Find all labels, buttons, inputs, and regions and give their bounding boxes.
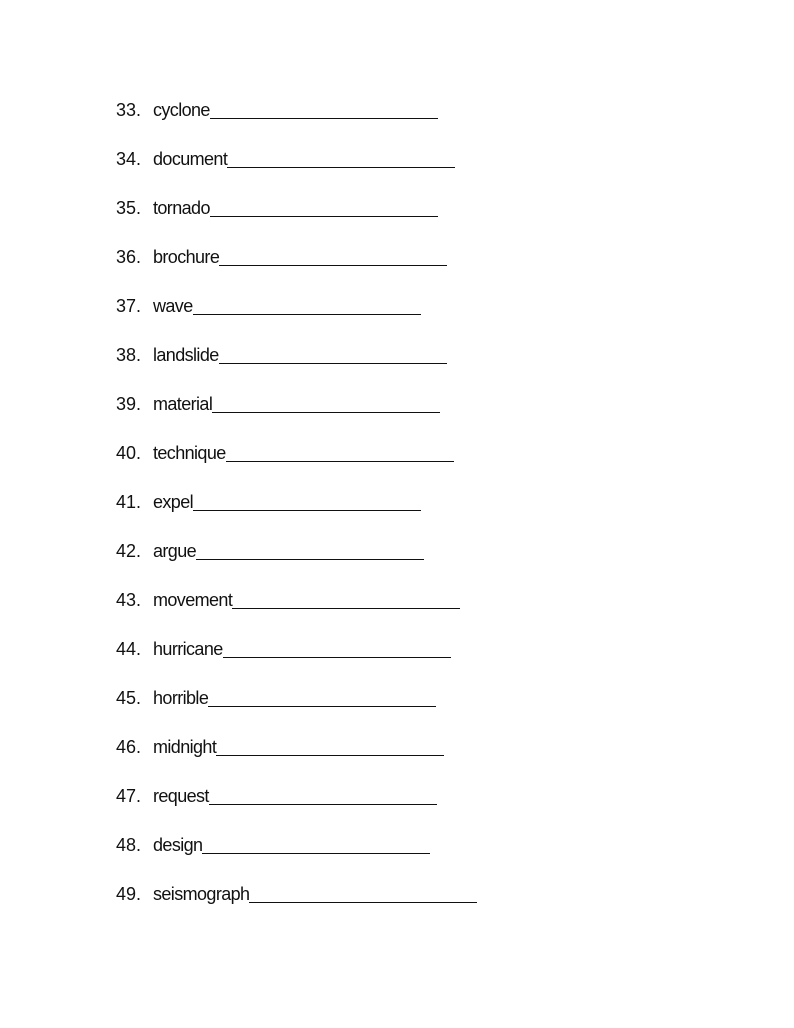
term-row (153, 733, 444, 761)
list-item (0, 488, 794, 537)
term-row (153, 341, 447, 369)
term-row (153, 537, 424, 565)
list-item (0, 880, 794, 929)
answer-blank[interactable] (226, 461, 454, 462)
vocabulary-term: wave (153, 296, 193, 316)
vocabulary-term: technique (153, 443, 226, 463)
item-number: 39. (116, 394, 142, 414)
item-number: 35. (116, 198, 142, 218)
list-item (0, 390, 794, 439)
item-number: 34. (116, 149, 142, 169)
term-row (153, 439, 454, 467)
item-number: 48. (116, 835, 142, 855)
item-number: 37. (116, 296, 142, 316)
answer-blank[interactable] (227, 167, 455, 168)
term-row (153, 243, 447, 271)
vocabulary-list (0, 96, 794, 929)
answer-blank[interactable] (232, 608, 460, 609)
item-number: 40. (116, 443, 142, 463)
list-item (0, 782, 794, 831)
item-number: 47. (116, 786, 142, 806)
term-row (153, 782, 437, 810)
term-row (153, 292, 421, 320)
vocabulary-term: brochure (153, 247, 220, 267)
vocabulary-term: argue (153, 541, 197, 561)
answer-blank[interactable] (208, 706, 436, 707)
answer-blank[interactable] (223, 657, 451, 658)
term-row (153, 586, 460, 614)
item-number: 41. (116, 492, 142, 512)
item-number: 45. (116, 688, 142, 708)
answer-blank[interactable] (219, 363, 447, 364)
list-item (0, 292, 794, 341)
term-row (153, 194, 438, 222)
answer-blank[interactable] (212, 412, 440, 413)
answer-blank[interactable] (193, 510, 421, 511)
item-number: 43. (116, 590, 142, 610)
term-row (153, 145, 455, 173)
list-item (0, 635, 794, 684)
list-item (0, 586, 794, 635)
term-row (153, 488, 421, 516)
term-row (153, 684, 436, 712)
item-number: 42. (116, 541, 142, 561)
vocabulary-term: hurricane (153, 639, 223, 659)
list-item (0, 194, 794, 243)
vocabulary-term: document (153, 149, 228, 169)
item-number: 36. (116, 247, 142, 267)
item-number: 49. (116, 884, 142, 904)
term-row (153, 96, 438, 124)
vocabulary-term: horrible (153, 688, 209, 708)
item-number: 38. (116, 345, 142, 365)
term-row (153, 635, 451, 663)
list-item (0, 96, 794, 145)
item-number: 46. (116, 737, 142, 757)
answer-blank[interactable] (210, 118, 438, 119)
list-item (0, 733, 794, 782)
item-number: 44. (116, 639, 142, 659)
answer-blank[interactable] (202, 853, 430, 854)
vocabulary-term: request (153, 786, 209, 806)
list-item (0, 684, 794, 733)
term-row (153, 831, 430, 859)
vocabulary-term: seismograph (153, 884, 250, 904)
vocabulary-term: landslide (153, 345, 219, 365)
vocabulary-term: expel (153, 492, 194, 512)
answer-blank[interactable] (209, 804, 437, 805)
list-item (0, 831, 794, 880)
answer-blank[interactable] (193, 314, 421, 315)
vocabulary-term: midnight (153, 737, 217, 757)
item-number: 33. (116, 100, 142, 120)
list-item (0, 439, 794, 488)
answer-blank[interactable] (216, 755, 444, 756)
answer-blank[interactable] (219, 265, 447, 266)
list-item (0, 243, 794, 292)
list-item (0, 341, 794, 390)
vocabulary-term: material (153, 394, 213, 414)
answer-blank[interactable] (196, 559, 424, 560)
answer-blank[interactable] (210, 216, 438, 217)
answer-blank[interactable] (249, 902, 477, 903)
term-row (153, 880, 477, 908)
list-item (0, 145, 794, 194)
vocabulary-term: movement (153, 590, 233, 610)
vocabulary-term: design (153, 835, 203, 855)
vocabulary-term: cyclone (153, 100, 210, 120)
list-item (0, 537, 794, 586)
term-row (153, 390, 440, 418)
vocabulary-term: tornado (153, 198, 210, 218)
